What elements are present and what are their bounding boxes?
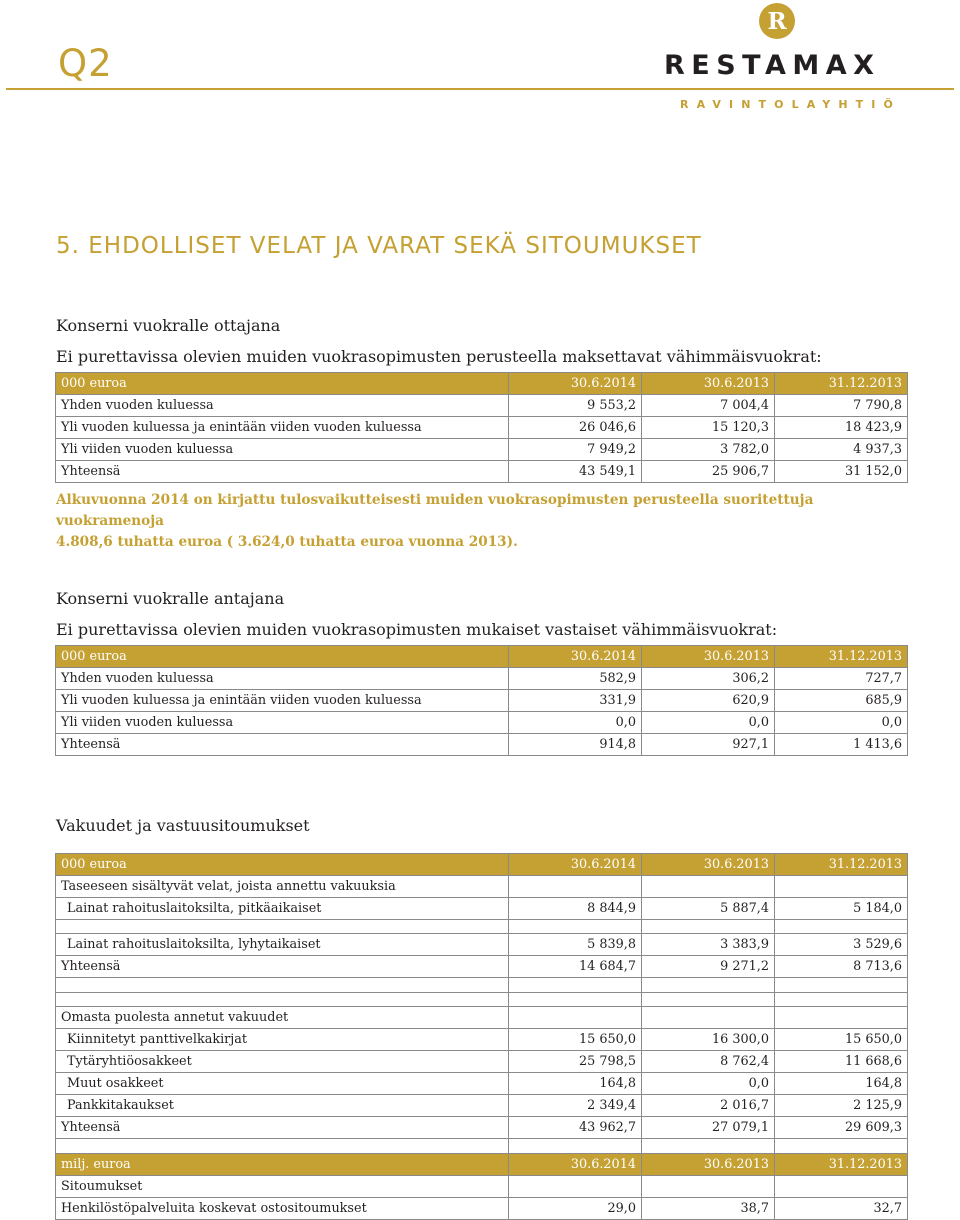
table-total-row bbox=[56, 1117, 908, 1139]
table-row bbox=[56, 395, 908, 417]
table-header-row bbox=[56, 373, 908, 395]
value-cell: 2 125,9 bbox=[775, 1095, 908, 1117]
value-cell: 0,0 bbox=[642, 1073, 775, 1095]
table-row bbox=[56, 1198, 908, 1220]
value-cell: 0,0 bbox=[775, 712, 908, 734]
row-label: Yli vuoden kuluessa ja enintään viiden vuoden kuluessa bbox=[56, 417, 509, 439]
quarter-label: Q2 bbox=[58, 42, 113, 85]
value-cell: 31 152,0 bbox=[775, 461, 908, 483]
header-cell: 30.6.2013 bbox=[642, 373, 775, 395]
value-cell: 43 962,7 bbox=[509, 1117, 642, 1139]
value-cell: 620,9 bbox=[642, 690, 775, 712]
spacer-row bbox=[56, 978, 908, 993]
header-cell: 30.6.2014 bbox=[509, 854, 642, 876]
table-row bbox=[56, 1073, 908, 1095]
header-cell: 000 euroa bbox=[56, 854, 509, 876]
value-cell: 8 762,4 bbox=[642, 1051, 775, 1073]
row-label: Yhteensä bbox=[56, 734, 509, 756]
row-label: Yhteensä bbox=[56, 1117, 509, 1139]
value-cell: 29 609,3 bbox=[775, 1117, 908, 1139]
header-cell: 000 euroa bbox=[56, 646, 509, 668]
table-row bbox=[56, 1095, 908, 1117]
value-cell: 27 079,1 bbox=[642, 1117, 775, 1139]
table-group-title-row bbox=[56, 1176, 908, 1198]
lessee-heading: Konserni vuokralle ottajana bbox=[56, 316, 281, 335]
table-total-row bbox=[56, 461, 908, 483]
value-cell: 15 650,0 bbox=[775, 1029, 908, 1051]
value-cell: 9 553,2 bbox=[509, 395, 642, 417]
value-cell: 16 300,0 bbox=[642, 1029, 775, 1051]
header-cell: 31.12.2013 bbox=[775, 1154, 908, 1176]
logo-letter: R bbox=[767, 8, 787, 35]
value-cell: 25 906,7 bbox=[642, 461, 775, 483]
note-line: 4.808,6 tuhatta euroa ( 3.624,0 tuhatta euroa vuonna 2013). bbox=[56, 534, 518, 550]
value-cell: 7 790,8 bbox=[775, 395, 908, 417]
table-header-row bbox=[56, 854, 908, 876]
value-cell: 0,0 bbox=[642, 712, 775, 734]
table-total-row bbox=[56, 956, 908, 978]
value-cell: 9 271,2 bbox=[642, 956, 775, 978]
value-cell: 7 004,4 bbox=[642, 395, 775, 417]
value-cell: 43 549,1 bbox=[509, 461, 642, 483]
section-title: 5. EHDOLLISET VELAT JA VARAT SEKÄ SITOUMUKSET bbox=[56, 233, 702, 259]
value-cell: 2 016,7 bbox=[642, 1095, 775, 1117]
value-cell: 306,2 bbox=[642, 668, 775, 690]
value-cell: 4 937,3 bbox=[775, 439, 908, 461]
lessor-table bbox=[55, 645, 908, 756]
table-row bbox=[56, 898, 908, 920]
header-cell: 000 euroa bbox=[56, 373, 509, 395]
value-cell: 164,8 bbox=[509, 1073, 642, 1095]
value-cell: 29,0 bbox=[509, 1198, 642, 1220]
row-label: Yli viiden vuoden kuluessa bbox=[56, 439, 509, 461]
value-cell: 5 887,4 bbox=[642, 898, 775, 920]
table-row bbox=[56, 712, 908, 734]
table-header-row bbox=[56, 646, 908, 668]
collateral-table bbox=[55, 853, 908, 1220]
group-title: Sitoumukset bbox=[56, 1176, 509, 1198]
value-cell: 8 844,9 bbox=[509, 898, 642, 920]
row-label: Tytäryhtiöosakkeet bbox=[56, 1051, 509, 1073]
row-label: Lainat rahoituslaitoksilta, lyhytaikaiset bbox=[56, 934, 509, 956]
header-cell: 31.12.2013 bbox=[775, 373, 908, 395]
row-label: Yli vuoden kuluessa ja enintään viiden vuoden kuluessa bbox=[56, 690, 509, 712]
value-cell: 26 046,6 bbox=[509, 417, 642, 439]
lessee-subheading: Ei purettavissa olevien muiden vuokrasopimusten perusteella maksettavat vähimmäisvuokrat: bbox=[56, 347, 822, 366]
value-cell: 5 184,0 bbox=[775, 898, 908, 920]
note-line: Alkuvuonna 2014 on kirjattu tulosvaikutteisesti muiden vuokrasopimusten perusteella suoritettuja vuokramenoja bbox=[56, 492, 814, 529]
row-label: Kiinnitetyt panttivelkakirjat bbox=[56, 1029, 509, 1051]
row-label: Pankkitakaukset bbox=[56, 1095, 509, 1117]
lessor-heading: Konserni vuokralle antajana bbox=[56, 589, 285, 608]
table-group-title-row bbox=[56, 1007, 908, 1029]
group-title: Omasta puolesta annetut vakuudet bbox=[56, 1007, 509, 1029]
value-cell: 15 650,0 bbox=[509, 1029, 642, 1051]
spacer-row bbox=[56, 993, 908, 1007]
value-cell: 32,7 bbox=[775, 1198, 908, 1220]
group-title: Taseeseen sisältyvät velat, joista annettu vakuuksia bbox=[56, 876, 509, 898]
value-cell: 2 349,4 bbox=[509, 1095, 642, 1117]
table-row bbox=[56, 668, 908, 690]
value-cell: 685,9 bbox=[775, 690, 908, 712]
value-cell: 14 684,7 bbox=[509, 956, 642, 978]
table-total-row bbox=[56, 734, 908, 756]
value-cell: 331,9 bbox=[509, 690, 642, 712]
value-cell: 7 949,2 bbox=[509, 439, 642, 461]
lessor-subheading: Ei purettavissa olevien muiden vuokrasopimusten mukaiset vastaiset vähimmäisvuokrat: bbox=[56, 620, 778, 639]
value-cell: 3 529,6 bbox=[775, 934, 908, 956]
row-label: Yhden vuoden kuluessa bbox=[56, 668, 509, 690]
row-label: Henkilöstöpalveluita koskevat ostositoumukset bbox=[56, 1198, 509, 1220]
header-cell: 31.12.2013 bbox=[775, 854, 908, 876]
row-label: Muut osakkeet bbox=[56, 1073, 509, 1095]
value-cell: 164,8 bbox=[775, 1073, 908, 1095]
table-row bbox=[56, 690, 908, 712]
value-cell: 1 413,6 bbox=[775, 734, 908, 756]
value-cell: 5 839,8 bbox=[509, 934, 642, 956]
value-cell: 582,9 bbox=[509, 668, 642, 690]
value-cell: 38,7 bbox=[642, 1198, 775, 1220]
restamax-logo-icon bbox=[758, 2, 796, 40]
header-cell: 30.6.2014 bbox=[509, 646, 642, 668]
value-cell: 0,0 bbox=[509, 712, 642, 734]
row-label: Yhteensä bbox=[56, 461, 509, 483]
table-row bbox=[56, 439, 908, 461]
header-cell: 30.6.2013 bbox=[642, 646, 775, 668]
row-label: Yhteensä bbox=[56, 956, 509, 978]
row-label: Yhden vuoden kuluessa bbox=[56, 395, 509, 417]
header-divider bbox=[6, 88, 954, 90]
table-row bbox=[56, 934, 908, 956]
value-cell: 927,1 bbox=[642, 734, 775, 756]
collateral-heading: Vakuudet ja vastuusitoumukset bbox=[56, 816, 310, 835]
table-row bbox=[56, 1051, 908, 1073]
lessee-note bbox=[56, 490, 916, 553]
header-cell: 30.6.2013 bbox=[642, 854, 775, 876]
value-cell: 914,8 bbox=[509, 734, 642, 756]
row-label: Yli viiden vuoden kuluessa bbox=[56, 712, 509, 734]
table-row bbox=[56, 417, 908, 439]
header-cell: milj. euroa bbox=[56, 1154, 509, 1176]
value-cell: 8 713,6 bbox=[775, 956, 908, 978]
brand-name: RESTAMAX bbox=[664, 50, 881, 81]
header-cell: 30.6.2013 bbox=[642, 1154, 775, 1176]
value-cell: 3 782,0 bbox=[642, 439, 775, 461]
spacer-row bbox=[56, 920, 908, 934]
brand-tagline: RAVINTOLAYHTIÖ bbox=[680, 98, 901, 111]
value-cell: 11 668,6 bbox=[775, 1051, 908, 1073]
lessee-table bbox=[55, 372, 908, 483]
value-cell: 3 383,9 bbox=[642, 934, 775, 956]
table-group-title-row bbox=[56, 876, 908, 898]
header-cell: 30.6.2014 bbox=[509, 373, 642, 395]
value-cell: 727,7 bbox=[775, 668, 908, 690]
header-cell: 30.6.2014 bbox=[509, 1154, 642, 1176]
table-header-row bbox=[56, 1154, 908, 1176]
spacer-row bbox=[56, 1139, 908, 1154]
value-cell: 15 120,3 bbox=[642, 417, 775, 439]
table-row bbox=[56, 1029, 908, 1051]
row-label: Lainat rahoituslaitoksilta, pitkäaikaiset bbox=[56, 898, 509, 920]
value-cell: 25 798,5 bbox=[509, 1051, 642, 1073]
value-cell: 18 423,9 bbox=[775, 417, 908, 439]
header-cell: 31.12.2013 bbox=[775, 646, 908, 668]
